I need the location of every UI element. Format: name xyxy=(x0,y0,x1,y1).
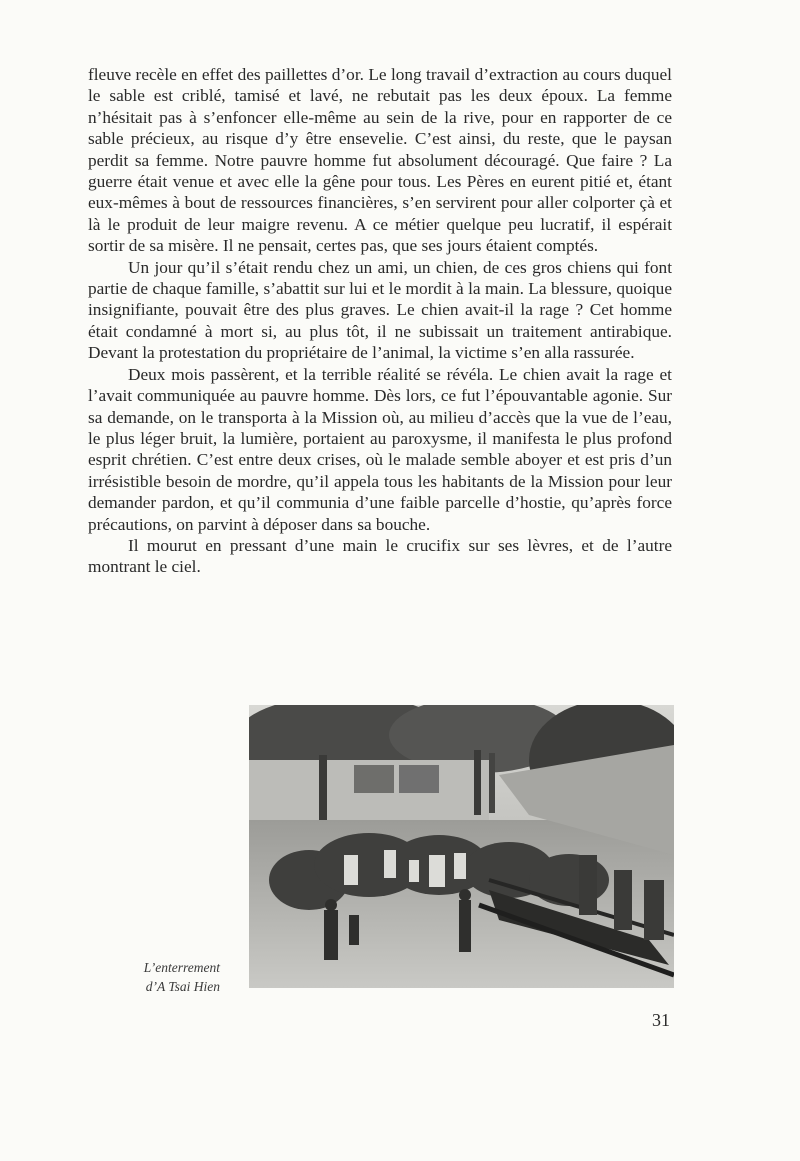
page-number: 31 xyxy=(652,1010,670,1030)
paragraph-3: Deux mois passèrent, et la terrible réalité se révéla. Le chien avait la rage et l’avait communiquée au pauvre homme. Dès lors, ce fut l’épouvantable agonie. Sur sa demande, on le transporta à la Mission où, au milieu d’accès que la vue de l’eau, le plus léger bruit, la lumière, portaient au paroxysme, il manifesta le plus profond esprit chrétien. C’est entre deux crises, où le malade semble aboyer et est pris d’un irrésistible besoin de mordre, qu’il appela tous les habitants de la Mission pour leur demander pardon, et qu’il communia d’une faible parcelle d’hostie, qu’après force précautions, on parvint à déposer dans sa bouche. xyxy=(88,364,672,534)
photo-caption xyxy=(90,958,220,996)
paragraph-2: Un jour qu’il s’était rendu chez un ami, un chien, de ces gros chiens qui font partie de chaque famille, s’abattit sur lui et le mordit à la main. La blessure, quoique insignifiante, pouvait être des plus graves. Le chien avait-il la rage ? Cet homme était condamné à mort si, au plus tôt, il ne subissait un traitement antirabique. Devant la protestation du propriétaire de l’animal, la victime s’en alla rassurée. xyxy=(88,257,672,363)
caption-line-2: d’A Tsai Hien xyxy=(145,979,220,994)
caption-line-1: L’enterrement xyxy=(143,960,220,975)
paragraph-1: fleuve recèle en effet des paillettes d’or. Le long travail d’extraction au cours duquel le sable est criblé, tamisé et lavé, ne rebutait pas les deux époux. La femme n’hésitait pas à s’enfoncer elle-même au sein de la rive, pour en rapporter de ce sable précieux, au risque d’y être ensevelie. C’est ainsi, du reste, que le paysan perdit sa femme. Notre pauvre homme fut absolument découragé. Que faire ? La guerre était venue et avec elle la gêne pour tous. Les Pères en eurent pitié et, étant eux-mêmes à bout de ressources financières, s’en servirent pour aller colporter çà et là le produit de leur maigre revenu. A ce métier quelque peu lucratif, il espérait sortir de sa misère. Il ne pensait, certes pas, que ses jours étaient comptés. xyxy=(88,65,672,256)
funeral-photograph xyxy=(249,705,674,988)
body-text xyxy=(88,64,672,578)
paragraph-4: Il mourut en pressant d’une main le crucifix sur ses lèvres, et de l’autre montrant le ciel. xyxy=(88,535,672,577)
photograph-image xyxy=(249,705,674,988)
